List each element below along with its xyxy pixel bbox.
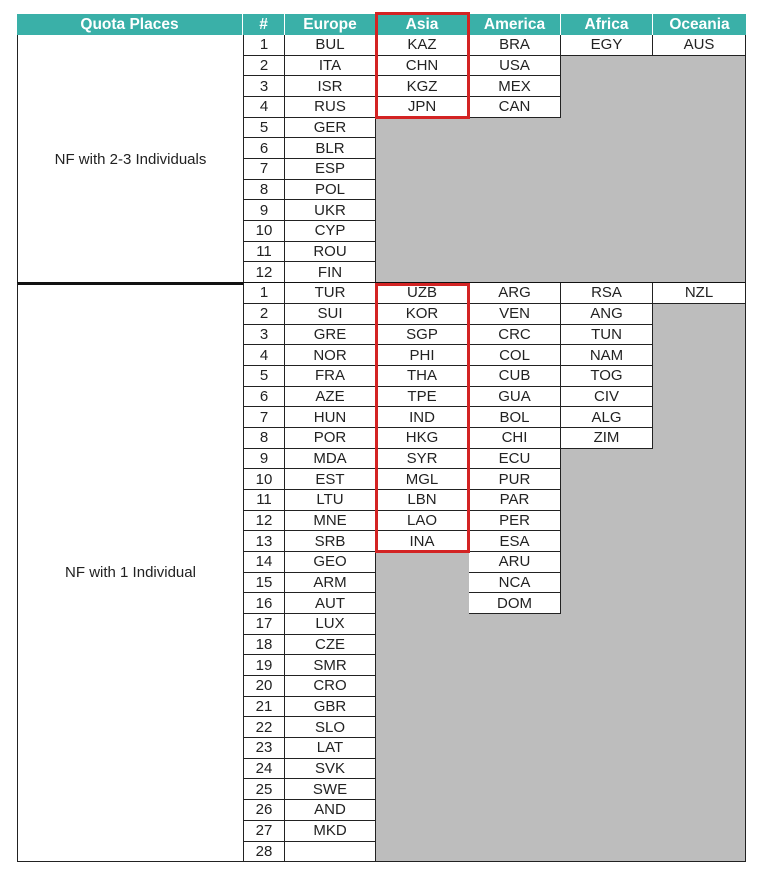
country-code: UKR: [285, 200, 376, 221]
country-code: PAR: [469, 490, 561, 511]
country-code: ARM: [285, 573, 376, 594]
country-code: NZL: [653, 283, 746, 304]
rank-cell: 16: [243, 593, 285, 614]
country-code: MGL: [376, 469, 469, 490]
country-code: HKG: [376, 428, 469, 449]
rank-cell: 8: [243, 180, 285, 201]
rank-cell: 25: [243, 779, 285, 800]
rank-cell: 3: [243, 325, 285, 346]
header-africa: Africa: [561, 14, 653, 35]
country-code: LAT: [285, 738, 376, 759]
country-code: LAO: [376, 511, 469, 532]
rank-cell: 7: [243, 159, 285, 180]
rank-cell: 20: [243, 676, 285, 697]
rank-cell: 21: [243, 697, 285, 718]
country-code: GEO: [285, 552, 376, 573]
country-code: CHI: [469, 428, 561, 449]
country-code: HUN: [285, 407, 376, 428]
country-code: PER: [469, 511, 561, 532]
rank-cell: 24: [243, 759, 285, 780]
rank-cell: 8: [243, 428, 285, 449]
country-code: CRC: [469, 325, 561, 346]
group-label: NF with 1 Individual: [17, 283, 243, 862]
rank-cell: 10: [243, 469, 285, 490]
country-code: CIV: [561, 387, 653, 408]
country-code: MDA: [285, 449, 376, 470]
country-code: FRA: [285, 366, 376, 387]
unused-area: [376, 552, 469, 862]
country-code: INA: [376, 531, 469, 552]
country-code: PHI: [376, 345, 469, 366]
country-code: CUB: [469, 366, 561, 387]
country-code: SRB: [285, 531, 376, 552]
header-america: America: [469, 14, 561, 35]
rank-cell: 19: [243, 655, 285, 676]
country-code: AND: [285, 800, 376, 821]
country-code: AUT: [285, 593, 376, 614]
country-code: ECU: [469, 449, 561, 470]
header-oceania: Oceania: [653, 14, 746, 35]
country-code: TPE: [376, 387, 469, 408]
country-code: GBR: [285, 697, 376, 718]
rank-cell: 13: [243, 531, 285, 552]
rank-cell: 10: [243, 221, 285, 242]
country-code: SWE: [285, 779, 376, 800]
rank-cell: 1: [243, 283, 285, 304]
country-code: EGY: [561, 35, 653, 56]
country-code: SYR: [376, 449, 469, 470]
header-quota-places: Quota Places: [17, 14, 243, 35]
rank-cell: 3: [243, 76, 285, 97]
rank-cell: 11: [243, 490, 285, 511]
header-rank: #: [243, 14, 285, 35]
country-code: SLO: [285, 717, 376, 738]
rank-cell: 17: [243, 614, 285, 635]
country-code: MKD: [285, 821, 376, 842]
country-code: EST: [285, 469, 376, 490]
country-code: VEN: [469, 304, 561, 325]
unused-area: [469, 614, 561, 862]
country-code: CYP: [285, 221, 376, 242]
country-code: CZE: [285, 635, 376, 656]
country-code: PUR: [469, 469, 561, 490]
country-code: ITA: [285, 56, 376, 77]
country-code: KAZ: [376, 35, 469, 56]
country-code: TOG: [561, 366, 653, 387]
country-code: JPN: [376, 97, 469, 118]
country-code: TUN: [561, 325, 653, 346]
rank-cell: 4: [243, 345, 285, 366]
country-code: IND: [376, 407, 469, 428]
rank-cell: 2: [243, 304, 285, 325]
country-code: SUI: [285, 304, 376, 325]
country-code: KGZ: [376, 76, 469, 97]
table-frame-bottom: [17, 861, 746, 862]
country-code: NCA: [469, 573, 561, 594]
country-code: ZIM: [561, 428, 653, 449]
country-code: ARU: [469, 552, 561, 573]
rank-cell: 15: [243, 573, 285, 594]
country-code: MEX: [469, 76, 561, 97]
rank-cell: 28: [243, 842, 285, 863]
table-frame-right: [745, 35, 746, 862]
rank-cell: 5: [243, 366, 285, 387]
rank-cell: 27: [243, 821, 285, 842]
country-code: DOM: [469, 593, 561, 614]
rank-cell: 12: [243, 262, 285, 283]
country-code: LTU: [285, 490, 376, 511]
country-code: FIN: [285, 262, 376, 283]
country-code: ISR: [285, 76, 376, 97]
country-code: MNE: [285, 511, 376, 532]
rank-cell: 6: [243, 387, 285, 408]
country-code: ALG: [561, 407, 653, 428]
rank-cell: 14: [243, 552, 285, 573]
rank-cell: 12: [243, 511, 285, 532]
country-code: AZE: [285, 387, 376, 408]
country-code: RUS: [285, 97, 376, 118]
country-code: ESP: [285, 159, 376, 180]
country-code: LUX: [285, 614, 376, 635]
unused-area: [469, 118, 561, 283]
country-code: AUS: [653, 35, 746, 56]
group-label: NF with 2-3 Individuals: [17, 35, 243, 283]
country-code: [285, 842, 376, 863]
country-code: GRE: [285, 325, 376, 346]
country-code: UZB: [376, 283, 469, 304]
rank-cell: 11: [243, 242, 285, 263]
country-code: SVK: [285, 759, 376, 780]
country-code: COL: [469, 345, 561, 366]
country-code: POR: [285, 428, 376, 449]
unused-area: [561, 56, 653, 283]
country-code: SGP: [376, 325, 469, 346]
country-code: POL: [285, 180, 376, 201]
rank-cell: 1: [243, 35, 285, 56]
rank-cell: 23: [243, 738, 285, 759]
country-code: NOR: [285, 345, 376, 366]
country-code: NAM: [561, 345, 653, 366]
country-code: ESA: [469, 531, 561, 552]
country-code: BRA: [469, 35, 561, 56]
unused-area: [653, 304, 746, 862]
rank-cell: 5: [243, 118, 285, 139]
unused-area: [376, 118, 469, 283]
country-code: CRO: [285, 676, 376, 697]
country-code: CAN: [469, 97, 561, 118]
country-code: BUL: [285, 35, 376, 56]
header-asia: Asia: [376, 14, 469, 35]
quota-table: [17, 14, 746, 860]
rank-cell: 9: [243, 200, 285, 221]
unused-area: [653, 56, 746, 283]
country-code: BOL: [469, 407, 561, 428]
country-code: GER: [285, 118, 376, 139]
country-code: ROU: [285, 242, 376, 263]
country-code: TUR: [285, 283, 376, 304]
rank-cell: 26: [243, 800, 285, 821]
rank-cell: 2: [243, 56, 285, 77]
unused-area: [561, 449, 653, 863]
country-code: USA: [469, 56, 561, 77]
country-code: BLR: [285, 138, 376, 159]
rank-cell: 6: [243, 138, 285, 159]
country-code: RSA: [561, 283, 653, 304]
country-code: ARG: [469, 283, 561, 304]
country-code: LBN: [376, 490, 469, 511]
country-code: ANG: [561, 304, 653, 325]
rank-cell: 22: [243, 717, 285, 738]
rank-cell: 18: [243, 635, 285, 656]
country-code: CHN: [376, 56, 469, 77]
header-europe: Europe: [285, 14, 376, 35]
country-code: SMR: [285, 655, 376, 676]
rank-cell: 9: [243, 449, 285, 470]
rank-cell: 7: [243, 407, 285, 428]
country-code: THA: [376, 366, 469, 387]
country-code: KOR: [376, 304, 469, 325]
rank-cell: 4: [243, 97, 285, 118]
country-code: GUA: [469, 387, 561, 408]
